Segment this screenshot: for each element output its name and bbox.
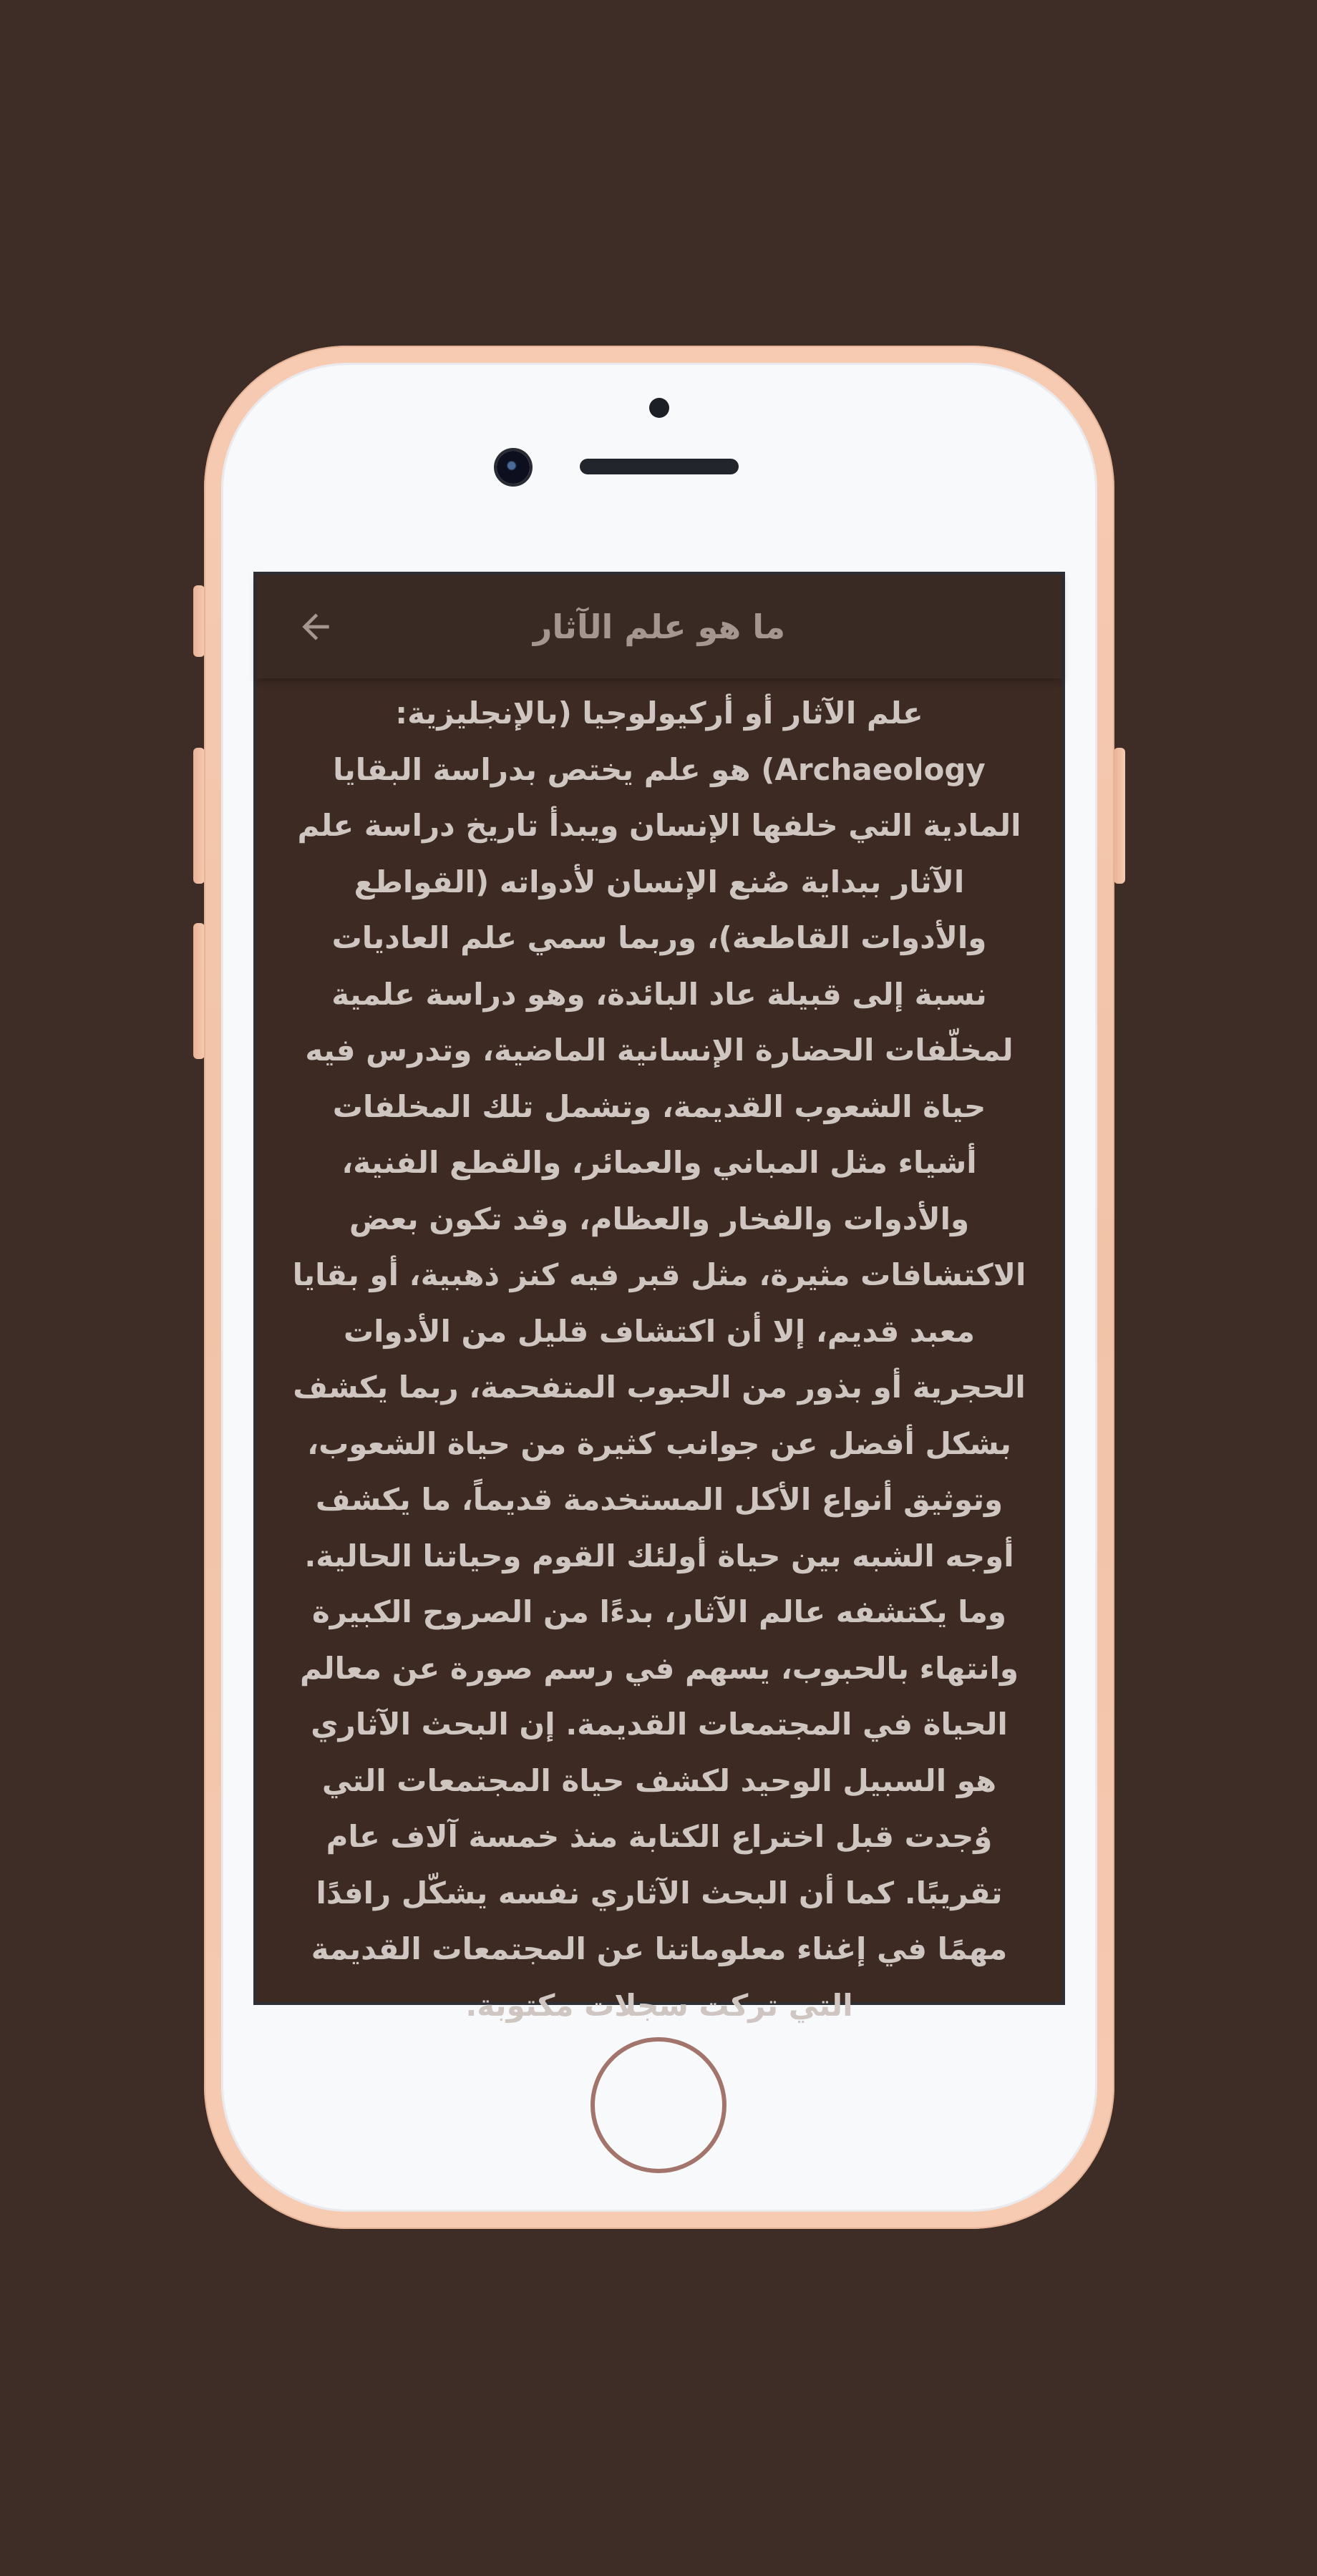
proximity-sensor xyxy=(649,398,669,418)
article-scroll-area[interactable] xyxy=(285,686,1034,2023)
volume-up-button xyxy=(193,748,205,884)
article-body: علم الآثار أو أركيولوجيا (بالإنجليزية: Archaeology) هو علم يختص بدراسة البقايا المادية التي خلفها الإنسان ويبدأ تاريخ دراسة علم الآثار ببداية صُنع الإنسان لأدواته (القواطع والأدوات القاطعة)، وربما سمي علم العاديات نسبة إلى قبيلة عاد البائدة، وهو دراسة علمية لمخلّفات الحضارة الإنسانية الماضية، وتدرس فيه حياة الشعوب القديمة، وتشمل تلك المخلفات أشياء مثل المباني والعمائر، والقطع الفنية، والأدوات والفخار والعظام، وقد تكون بعض الاكتشافات مثيرة، مثل قبر فيه كنز ذهبية، أو بقايا معبد قديم، إلا أن اكتشاف قليل من الأدوات الحجرية أو بذور من الحبوب المتفحمة، ربما يكشف بشكل أفضل عن جوانب كثيرة من حياة الشعوب، وتوثيق أنواع الأكل المستخدمة قديماً، ما يكشف أوجه الشبه بين حياة أولئك القوم وحياتنا الحالية. وما يكتشفه عالم الآثار، بدءًا من الصروح الكبيرة وانتهاء بالحبوب، يسهم في رسم صورة عن معالم الحياة في المجتمعات القديمة. إن البحث الآثاري هو السبيل الوحيد لكشف حياة المجتمعات التي وُجدت قبل اختراع الكتابة منذ خمسة آلاف عام تقريبًا. كما أن البحث الآثاري نفسه يشكّل رافدًا مهمًا في إغناء معلوماتنا عن المجتمعات القديمة التي تركت سجلات مكتوبة. xyxy=(292,696,1026,2023)
back-button[interactable] xyxy=(292,603,339,650)
power-button xyxy=(1114,748,1125,884)
page-title: ما هو علم الآثار xyxy=(533,607,786,646)
arrow-left-icon xyxy=(296,607,336,647)
mute-switch xyxy=(193,585,205,657)
earpiece-speaker xyxy=(580,459,739,474)
volume-down-button xyxy=(193,923,205,1059)
phone-screen xyxy=(253,572,1065,2023)
home-button[interactable] xyxy=(591,2037,726,2173)
front-camera-icon xyxy=(497,451,530,484)
app-bar xyxy=(256,575,1062,678)
